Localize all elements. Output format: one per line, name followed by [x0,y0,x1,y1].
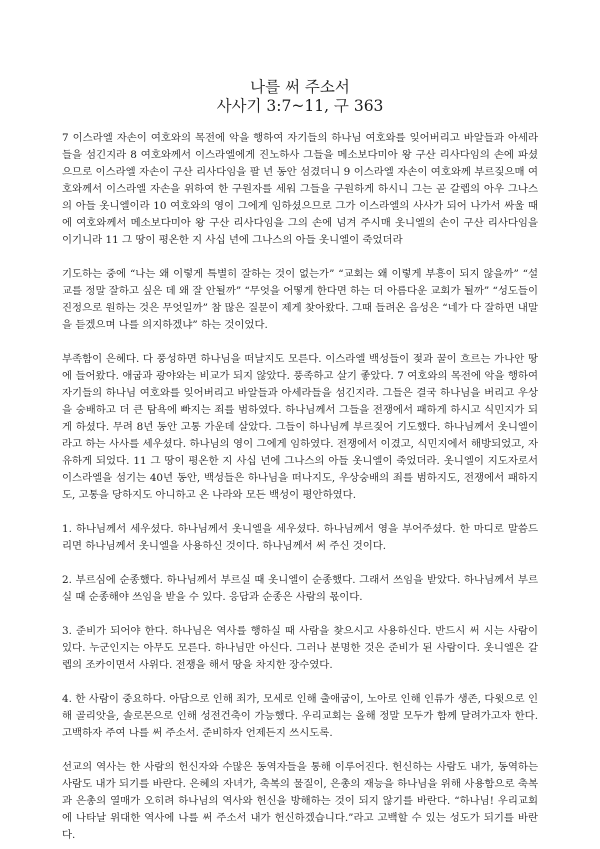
scripture-reference: 사사기 3:7~11, 구 363 [216,97,384,115]
point-1: 1. 하나님께서 세우셨다. 하나님께서 옷니엘을 세우셨다. 하나님께서 영을 부어주셨다. 한 마디로 말씀드리면 하나님께서 옷니엘을 사용하신 것이다. 하나님께서 써 주신 것이다. [62,523,538,552]
point-2: 2. 부르심에 순종했다. 하나님께서 부르실 때 옷니엘이 순종했다. 그래서 쓰임을 받았다. 하나님께서 부르실 때 순종해야 쓰임을 받을 수 있다. 응답과 순종은 사람의 몫이다. [62,574,538,603]
point-4: 4. 한 사람이 중요하다. 아담으로 인해 죄가, 모세로 인해 출애굽이, 노아로 인해 인류가 생존, 다윗으로 인해 골리앗을, 솔로몬으로 인해 성전건축이 가능했다. 우리교회는 올해 정말 모두가 함께 달려가고자 한다. 고백하자 주여 나를 써 주소서. 준비하자 언제든지 쓰시도록. [62,693,538,739]
document-body [62,130,538,844]
closing-paragraph: 선교의 역사는 한 사람의 헌신자와 수많은 동역자들을 통해 이루어진다. 헌신하는 사람도 내가, 동역하는 사람도 내가 되기를 바란다. 은혜의 자녀가, 축복의 물질이, 은총의 재능을 하나님을 위해 사용함으로 축복과 은총의 열매가 오히려 하나님의 역사와 헌신을 방해하는 것이 되지 않기를 바란다. “하나님! 우리교회에 나타날 위대한 역사에 나를 써 주소서 내가 헌신하겠습니다.”라고 고백할 수 있는 성도가 되기를 바란다. [62,761,538,841]
paragraph-prayer: 기도하는 중에 “나는 왜 이렇게 특별히 잘하는 것이 없는가” “교회는 왜 이렇게 부흥이 되지 않을까” “설교를 정말 잘하고 싶은 데 왜 잘 안될까” “무엇을 어떻게 한다면 하는 더 아름다운 교회가 될까” “성도들이 진정으로 원하는 것은 무엇일까” 참 많은 질문이 제게 찾아왔다. 그때 들려온 음성은 “네가 다 잘하면 내말을 듣겠으며 나를 의지하겠냐” 하는 것이었다. [62,268,538,331]
point-3: 3. 준비가 되어야 한다. 하나님은 역사를 행하실 때 사람을 찾으시고 사용하신다. 반드시 써 시는 사람이 있다. 누군인지는 아무도 모른다. 하나님만 아신다. 그러나 분명한 것은 준비가 된 사람이다. 옷니엘은 갈렙의 조카이면서 사위다. 전쟁을 해서 땅을 차지한 장수였다. [62,625,538,671]
scripture-passage: 7 이스라엘 자손이 여호와의 목전에 악을 행하여 자기들의 하나님 여호와를 잊어버리고 바알들과 아세라들을 섬긴지라 8 여호와께서 이스라엘에게 진노하사 그들을 메소보다미아 왕 구산 리사다임의 손에 파셨으므로 이스라엘 자손이 구산 리사다임을 팔 년 동안 섬겼더니 9 이스라엘 자손이 여호와께 부르짖으매 여호와께서 이스라엘 자손을 위하여 한 구원자를 세워 그들을 구원하게 하시니 그는 곧 갈렙의 아우 그나스의 아들 옷니엘이라 10 여호와의 영이 그에게 임하셨으므로 그가 이스라엘의 사사가 되어 나가서 싸울 때에 여호와께서 메소보다미아 왕 구산 리사다임을 그의 손에 넘겨 주시매 옷니엘의 손이 구산 리사다임을 이기니라 11 그 땅이 평온한 지 사십 년에 그나스의 아들 옷니엘이 죽었더라 [62,132,538,246]
page-title: 나를 써 주소서 [250,78,350,96]
paragraph-grace: 부족함이 은혜다. 다 풍성하면 하나님을 떠날지도 모른다. 이스라엘 백성들이 젖과 꿀이 흐르는 가나안 땅에 들어왔다. 애굽과 광야와는 비교가 되지 않았다. 풍족하고 살기 좋았다. 7 여호와의 목전에 악을 행하여 자기들의 하나님 여호와를 잊어버리고 바알들과 아세라들을 섬긴지라. 그들은 결국 하나님을 버리고 우상을 숭배하고 더 큰 탐욕에 빠지는 죄를 범하였다. 하나님께서 그들을 전쟁에서 패하게 하시고 식민지가 되게 하셨다. 무려 8년 동안 고통 가운데 살았다. 그들이 하나님께 부르짖어 기도했다. 하나님께서 옷니엘이라고 하는 사사를 세우셨다. 하나님의 영이 그에게 임하였다. 전쟁에서 이겼고, 식민지에서 해방되었고, 자유하게 되었다. 11 그 땅이 평온한 지 사십 년에 그나스의 아들 옷니엘이 죽었더라. 옷니엘이 지도자로서 이스라엘을 섬기는 40년 동안, 백성들은 하나님을 떠나지도, 우상숭배의 죄를 범하지도, 전쟁에서 패하지도, 고통을 당하지도 아니하고 온 나라와 모든 백성이 평안하였다. [62,353,538,501]
